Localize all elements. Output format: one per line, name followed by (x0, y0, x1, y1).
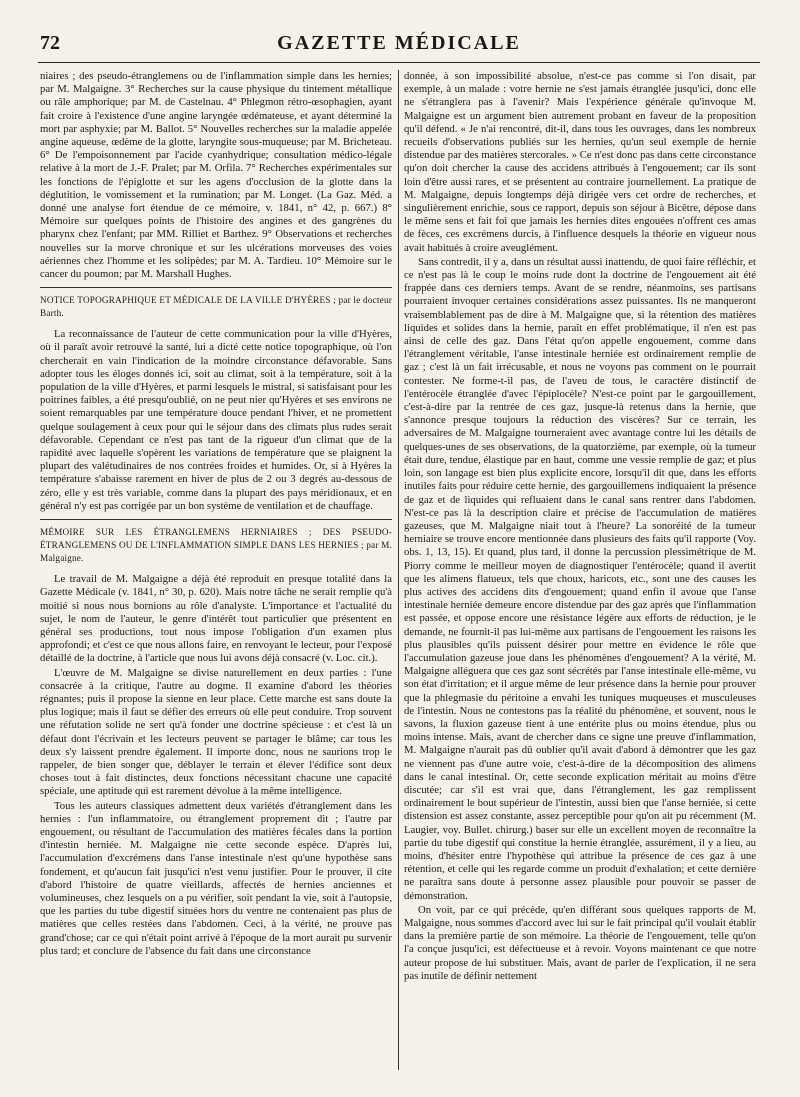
body-paragraph: On voit, par ce qui précède, qu'en différant sous quelques rapports de M. Malgaigne, nous sommes d'accord avec lui sur le fait principal qu'il voulait établir dans la première partie de son mémoire. La théorie de l'engouement, telle qu'on l'a conçue jusqu'ici, est défectueuse et à revoir. Voyons maintenant ce que notre auteur propose de lui substituer. Mais, avant de parler de l'explication, il ne sera pas inutile de définir nettement (404, 903, 756, 982)
section-heading-hernies: MÉMOIRE SUR LES ÉTRANGLEMENS HERNIAIRES ; DES PSEUDO-ÉTRANGLEMENS OU DE L'INFLAMMATION SIMPLE DANS LES HERNIES ; par M. Malgaigne. (40, 527, 392, 564)
left-column (40, 70, 392, 1070)
right-column (404, 70, 756, 1070)
section-heading-hyeres: NOTICE TOPOGRAPHIQUE ET MÉDICALE DE LA VILLE D'HYÈRES ; par le docteur Barth. (40, 295, 392, 319)
page-number: 72 (40, 32, 60, 54)
header-rule (38, 62, 760, 63)
running-title: GAZETTE MÉDICALE (277, 32, 521, 54)
body-paragraph: Sans contredit, il y a, dans un résultat aussi inattendu, de quoi faire réfléchir, et ce n'est pas là le coup le moins rude dont la doctrine de l'engouement ait été frappée dans ces derniers temps. Avant de se rendre, néanmoins, ses partisans pourraient invoquer certaines considérations assez puissantes. Ils ne manqueront vraisemblablement pas de dire à M. Malgaigne que, si la rétention des matières liquides et solides dans la hernie, paraît en effet problématique, il n'en est pas ainsi de celle des gaz. Dans l'état qu'on appelle engouement, comme dans l'étranglement véritable, l'anse intestinale herniée est ordinairement remplie de gaz ; c'est là un fait irrécusable, et nous ne voyons pas comment on le pourrait contester. Ne forme-t-il pas, de l'aveu de tous, le caractère distinctif de l'entérocèle étranglée d'avec l'épiplocèle? N'est-ce point par le gargouillement, c'est-à-dire par la rentrée de ces gaz, jusque-là retenus dans la hernie, que s'annonce presque toujours la réduction des viscères? Sur ce terrain, les adversaires de M. Malgaigne tourneraient avec avantage contre lui les détails de quelques-unes de ses observations, de la quatorzième, par exemple, où la tumeur était dure, tendue, élastique par en haut, comme une vessie remplie de gaz; et plus loin, son langage est bien plus explicite encore, lorsqu'il dit que, dans les efforts inutiles faits pour réduire cette hernie, des gargouillemens indiquaient la présence de gaz et de liquides qui refluaient dans le canal sans rentrer dans l'abdomen. N'est-ce pas là la description claire et précise de l'accumulation de matières gazeuses, que M. Malgaigne niait tout à l'heure? La sonoréité de la tumeur herniaire se trouve encore mentionnée dans plusieurs des faits qu'il rapporte (Voy. obs. 1, 13, 15). Et quand, plus tard, il donne la percussion plessimétrique de M. Piorry comme le meilleur moyen de diagnostiquer l'entérocèle; quand il avertit que les alimens flatueux, tels que choux, haricots, etc., sont une des causes les plus actives des accidens dits d'engouement; quand enfin il avoue que l'anse intestinale herniée demeure encore distendue par des gaz après que l'inflammation est passée, et oppose encore une résistance légère aux efforts de réduction, je le demande, ne fournit-il pas lui-même aux partisans de l'engouement les raisons les plus plausibles qu'ils puissent désirer pour mettre en évidence le rôle que l'accumulation gazeuse joue dans les phénomènes d'engouement? A la vérité, M. Malgaigne alléguera que ces gaz sont sécrétés par l'anse intestinale elle-même, vu son état d'irritation; et il argue même de leur présence dans la hernie pour prouver que la phlegmasie du péritoine a envahi les tuniques muqueuses et musculeuses de l'intestin. Nous ne contestons pas la réalité du phénomène, et souvent, nous le savons, la fluxion gazeuse tient à une entérite plus ou moins étendue, plus ou moins intense. Mais, avant de chercher dans ce signe une preuve d'inflammation, M. Malgaigne n'aurait pas dû oublier qu'il avait d'abord à démontrer que les gaz ne viennent pas d'une autre voie, c'est-à-dire de la décomposition des alimens dans le canal intestinal. Or, cette seconde explication méritait au moins d'être discutée; car s'il est vrai que, dans l'étranglement, les gaz remplissent ordinairement le bout supérieur de l'intestin, aussi bien que l'anse herniée, si cette distension est assez constante, assez perceptible pour qu'on ait pu récemment (M. Laugier, voy. Bullet. chirurg.) baser sur elle un excellent moyen de reconnaître la partie du tube digestif qui constitue la hernie étranglée, assurément, il y a lieu, au moins, d'hésiter entre l'hypothèse qui attribue la présence de ces gaz à une rétention, et celle qui les regarde comme un produit d'exhalation; et cette dernière ne paraîtra sans doute à personne assez plausible pour pouvoir se passer de démonstration. (404, 255, 756, 902)
body-paragraph: L'œuvre de M. Malgaigne se divise naturellement en deux parties : l'une consacrée à la critique, l'autre au dogme. Il examine d'abord les théories régnantes; puis il propose la sienne en leur place. Cette marche est sans doute la plus logique; mais il faut se défier des erreurs où elle peut conduire. Trop souvent une réfutation solide ne sert qu'à fonder une doctrine spécieuse : et c'est là un défaut dont l'écrivain et les lecteurs peuvent se partager le blâme; car tous les deux s'y laissent prendre également. Il importe donc, nous ne saurions trop le rappeler, de bien songer que, déblayer le terrain et élever l'édifice sont deux choses tout à fait distinctes, deux fonctions nécessitant chacune une capacité spéciale, une aptitude qui est rarement dévolue à la même intelligence. (40, 666, 392, 798)
body-paragraph: La reconnaissance de l'auteur de cette communication pour la ville d'Hyères, où il paraît avoir retrouvé la santé, lui a dicté cette notice topographique, où l'on chercherait en vain l'indication de la moindre circonstance défavorable. Sans adopter tous les éloges donnés ici, soit au climat, soit à la température, soit à la population de la ville d'Hyères, et parmi lesquels le mistral, si satisfaisant pour les poitrines faibles, a été presqu'oublié, on ne peut nier qu'Hyères et ses environs ne soient remarquables par une température douce pendant l'hiver, et ne promettent quelque soulagement à ceux pour qui le séjour dans des climats plus rudes serait défavorable. Cependant ce n'est pas tant de la rigueur d'un climat que de la rapidité avec laquelle s'opèrent les variations de température que se plaignent la plupart des valétudinaires de nos contrées froides et humides. Or, si à Hyères la température s'abaisse rarement en hiver de plus de 2 ou 3 degrés au-dessous de zéro, elle y est très variable, comme dans la plupart des pays méridionaux, et en général n'y est pas corrigée par un bon système de ventilation et de chauffage. (40, 328, 392, 512)
body-paragraph: Le travail de M. Malgaigne a déjà été reproduit en presque totalité dans la Gazette Médicale (v. 1841, n° 30, p. 620). Mais notre tâche ne serait remplie qu'à moitié si nous nous bornions au rôle d'analyste. L'importance et l'actualité du sujet, le nom de l'auteur, le genre d'intérêt tout particulier que présentent en général ses productions, tout nous impose l'obligation d'un examen plus approfondi; et c'est ce que nous allons faire, en renvoyant le lecteur, pour l'exposé détaillé de la doctrine, à l'article que nous lui avons déjà consacré (v. Loc. cit.). (40, 573, 392, 665)
section-divider (40, 287, 392, 288)
section-divider (40, 519, 392, 520)
body-paragraph: Tous les auteurs classiques admettent deux variétés d'étranglement dans les hernies : l'un inflammatoire, ou étranglement proprement dit ; l'autre par engouement, ou résultant de l'accumulation des matières fécales dans la portion d'intestin herniée. M. Malgaigne nie cette seconde espèce. D'après lui, l'accumulation d'excrémens dans l'anse intestinale n'est qu'une hypothèse sans fondement, et qu'aucun fait jusqu'ici n'est venu justifier. Pour le prouver, il cite d'abord l'histoire de quatre vieillards, affectés de hernies anciennes et volumineuses, chez lesquels on a pu vérifier, soit pendant la vie, soit à l'autopsie, que les parties du tube digestif situées hors du ventre ne contenaient pas plus de matières que celles restées dans l'abdomen. Ceci, à la vérité, ne prouve pas grand'chose; car ce qui n'était point arrivé à l'époque de la mort aurait pu survenir plus tard; et conclure de l'absence du fait dans une circonstance (40, 799, 392, 957)
page-header (38, 30, 760, 60)
body-paragraph: donnée, à son impossibilité absolue, n'est-ce pas comme si l'on disait, par exemple, à un malade : votre hernie ne s'est jamais étranglée jusqu'ici, donc elle ne s'étranglera pas à l'avenir? Mais l'expérience générale qu'invoque M. Malgaigne est un argument bien autrement probant en faveur de la proposition qu'il défend. « Je n'ai rencontré, dit-il, dans tous les ouvrages, dans les nombreux recueils d'observations publiés sur les hernies, qu'un seul exemple de hernie distendue par des matières stercorales. » Ce n'est donc pas dans cette circonstance qu'on doit chercher la cause des accidens attribués à l'engouement; car ils sont loin d'être aussi rares, et se présentent au contraire journellement. La pratique de M. Malgaigne, depuis longtemps déjà dirigée vers cet ordre de recherches, et singulièrement enrichie, sous ce rapport, depuis son séjour à Bicêtre, dépose dans le même sens et fait foi que jamais les hernies dites engouées n'offrent ces amas de fèces, ces excrémens durcis, à l'influence desquels la théorie en vigueur nous avait habitués à croire aveuglément. (404, 70, 756, 254)
column-divider (398, 70, 399, 1070)
article-list-paragraph: niaires ; des pseudo-étranglemens ou de l'inflammation simple dans les hernies; par M. Malgaigne. 3° Recherches sur la cause physique du tintement métallique ou râle amphorique; par M. de Castelnau. 4° Phlegmon rétro-œsophagien, ayant fait croire à l'existence d'une angine laryngée œdémateuse, et ayant déterminé la mort par asphyxie; par M. Ballot. 5° Nouvelles recherches sur la maladie appelée angine aqueuse, œdème de la glotte, laryngite sous-muqueuse; par M. Bricheteau. 6° De l'empoisonnement par l'acide cyanhydrique; consultation médico-légale relative à la mort de J.-F. Pralet; par M. Orfila. 7° Recherches expérimentales sur les fonctions de l'épiglotte et sur les agens d'occlusion de la glotte dans la déglutition, le vomissement et la rumination; par M. Longet. (La Gaz. Méd. a donné une analyse fort étendue de ce mémoire, v. 1841, n° 42, p. 667.) 8° Mémoire sur quelques points de l'histoire des angines et des gangrènes du pharynx chez l'enfant; par MM. Rilliet et Barthez. 9° Observations et recherches nouvelles sur la morve chronique et sur les ulcérations morveuses des voies aériennes chez l'homme et les solipèdes; par M. A. Tardieu. 10° Mémoire sur le cancer du poumon; par M. Marshall Hughes. (40, 70, 392, 281)
